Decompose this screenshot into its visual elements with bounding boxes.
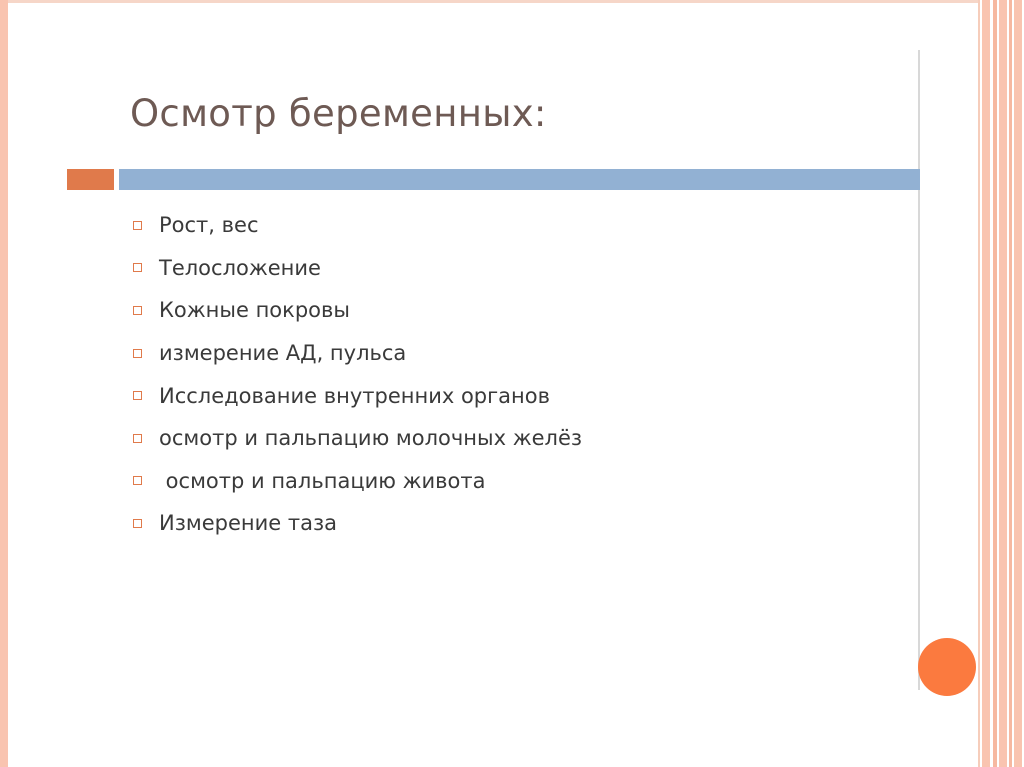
vertical-separator: [918, 50, 920, 690]
list-item: [133, 460, 582, 503]
list-item-text: Измерение таза: [159, 511, 337, 536]
top-border: [8, 0, 978, 3]
stripe: [1009, 0, 1012, 767]
list-item-text: осмотр и пальпацию молочных желёз: [159, 426, 583, 451]
list-item: [133, 502, 582, 545]
stripe: [993, 0, 997, 767]
bullet-list: [133, 204, 582, 545]
hollow-square-bullet-icon: [133, 349, 142, 358]
hollow-square-bullet-icon: [133, 391, 142, 400]
list-item: [133, 247, 582, 290]
hollow-square-bullet-icon: [133, 221, 142, 230]
title-rule-accent: [67, 169, 114, 190]
list-item: [133, 204, 582, 247]
stripe: [1014, 0, 1022, 767]
list-item: [133, 374, 582, 417]
list-item-text: осмотр и пальпацию живота: [159, 468, 486, 493]
list-item-text: Кожные покровы: [159, 298, 350, 323]
stripe: [982, 0, 990, 767]
hollow-square-bullet-icon: [133, 263, 142, 272]
list-item-text: измерение АД, пульса: [159, 341, 407, 366]
stripe: [978, 0, 980, 767]
hollow-square-bullet-icon: [133, 434, 142, 443]
list-item: [133, 289, 582, 332]
title-rule-bar: [119, 169, 920, 190]
right-decorative-stripes: [978, 0, 1024, 767]
left-border: [0, 0, 8, 767]
slide-title: Осмотр беременных:: [130, 92, 547, 135]
list-item: [133, 417, 582, 460]
hollow-square-bullet-icon: [133, 476, 142, 485]
list-item-text: Исследование внутренних органов: [159, 383, 550, 408]
orange-circle-icon: [918, 638, 976, 696]
hollow-square-bullet-icon: [133, 519, 142, 528]
list-item-text: Телосложение: [159, 255, 321, 280]
hollow-square-bullet-icon: [133, 306, 142, 315]
list-item-text: Рост, вес: [159, 213, 259, 238]
stripe: [999, 0, 1007, 767]
list-item: [133, 332, 582, 375]
